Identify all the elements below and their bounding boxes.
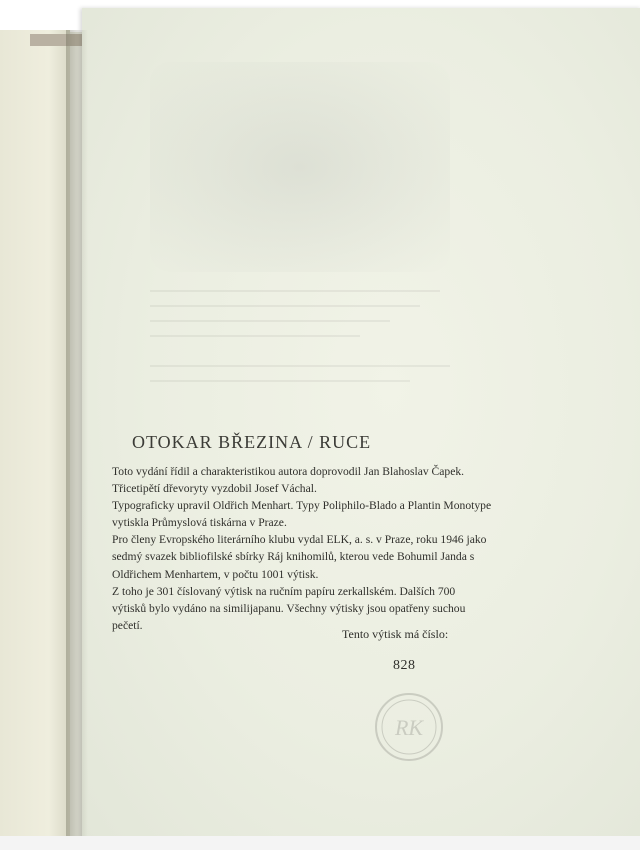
colophon-paragraph: Typograficky upravil Oldřich Menhart. Typy Poliphilo-Blado a Plantin Monotype vytiskla Průmyslová tiskárna v Praze. <box>112 499 492 530</box>
background-bottom <box>0 836 640 850</box>
book-title: OTOKAR BŘEZINA / RUCE <box>132 432 372 452</box>
left-page <box>0 30 70 850</box>
copy-number-label: Tento výtisk má číslo: <box>342 627 449 641</box>
woodcut-show-through <box>150 62 450 272</box>
colophon-paragraph: Toto vydání řídil a charakteristikou autora doprovodil Jan Blahoslav Čapek. Třicetipětí dřevoryty vyzdobil Josef Váchal. <box>112 465 465 496</box>
colophon-paragraph: Z toho je 301 číslovaný výtisk na ručním papíru zerkallském. Dalších 700 výtisků bylo vydáno na similijapanu. Všechny výtisky jsou opatřeny suchou pečetí. <box>112 584 466 632</box>
seal-letters: RK <box>394 715 424 740</box>
spine-shadow <box>66 30 88 850</box>
dry-seal-icon <box>372 690 446 764</box>
colophon-paragraph: Pro členy Evropského literárního klubu vydal ELK, a. s. v Praze, roku 1946 jako sedmý svazek bibliofilské sbírky Ráj knihomilů, kterou vede Bohumil Janda s Oldřichem Menhartem, v počtu 1001 výtisk. <box>112 533 487 581</box>
colophon-text <box>112 463 492 634</box>
show-through-text <box>150 290 470 395</box>
copy-number: 828 <box>393 658 416 673</box>
